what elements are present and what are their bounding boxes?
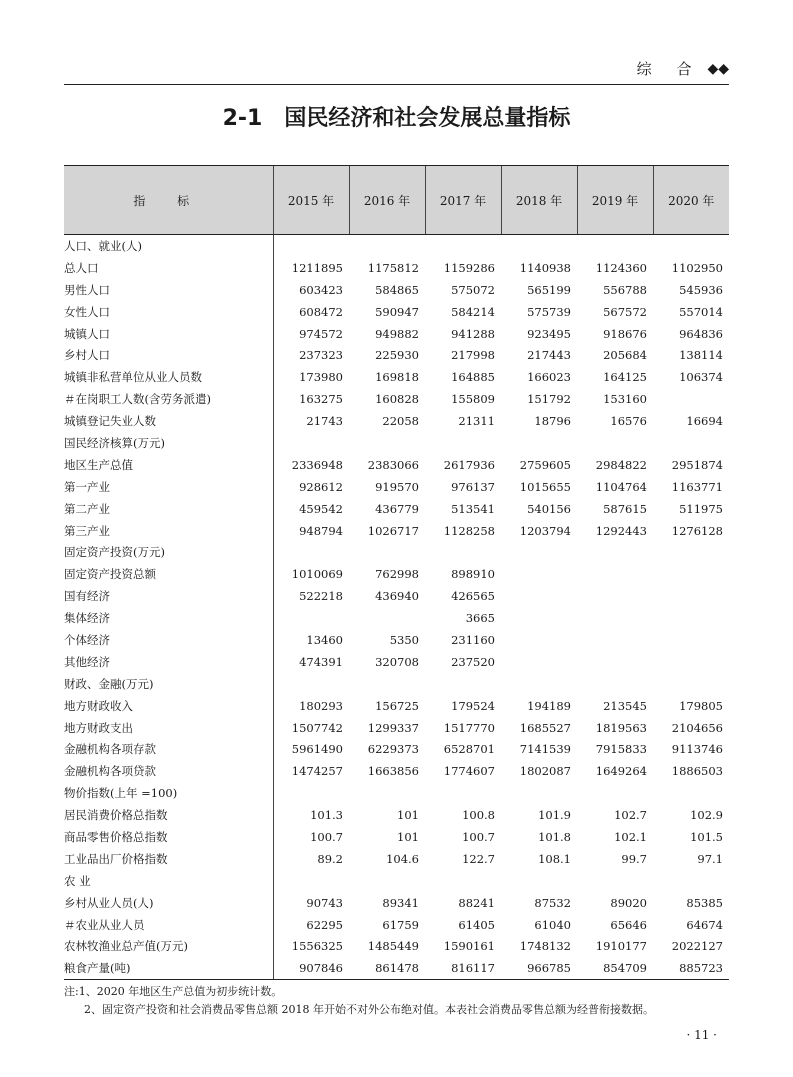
cell-value: 217998	[451, 348, 495, 363]
cell-value: 1910177	[595, 939, 647, 954]
cell-value: 1474257	[273, 760, 349, 782]
cell-value: 106374	[679, 370, 723, 385]
cell-value	[425, 432, 501, 454]
table-row	[64, 520, 729, 542]
cell-value: 928612	[273, 476, 349, 498]
cell-value	[653, 541, 729, 563]
header-divider	[64, 84, 729, 85]
cell-value: 1010069	[273, 563, 349, 585]
table-title: 国民经济和社会发展总量指标	[284, 106, 571, 131]
table-row	[64, 301, 729, 323]
table-row	[64, 651, 729, 673]
cell-value: 225930	[375, 348, 419, 363]
row-label: 城镇登记失业人数	[64, 414, 156, 429]
row-label: 地方财政收入	[64, 698, 133, 713]
cell-value: 22058	[382, 414, 419, 429]
cell-value: 949882	[375, 326, 419, 341]
cell-value	[577, 235, 653, 257]
cell-value	[501, 585, 577, 607]
table-row	[64, 892, 729, 914]
row-label: ＃农业从业人员	[64, 917, 145, 932]
row-label: 城镇非私营单位从业人员数	[64, 370, 202, 385]
table-row	[64, 235, 729, 257]
row-label: 物价指数(上年 =100)	[64, 786, 178, 801]
cell-value: 762998	[375, 567, 419, 582]
cell-value: 194189	[527, 698, 571, 713]
cell-value	[501, 235, 577, 257]
row-label: 财政、金融(万元)	[64, 676, 154, 691]
cell-value	[425, 782, 501, 804]
diamond-icon: ◆◆	[707, 60, 729, 77]
cell-value: 1015655	[519, 479, 571, 494]
cell-value: 885723	[653, 957, 729, 979]
cell-value	[653, 651, 729, 673]
cell-value	[425, 870, 501, 892]
row-label: 工业品出厂价格指数	[64, 851, 168, 866]
cell-value: 1159286	[443, 260, 495, 275]
cell-value: 217443	[527, 348, 571, 363]
table-row	[64, 870, 729, 892]
cell-value: 101.9	[538, 808, 571, 823]
cell-value: 918676	[603, 326, 647, 341]
cell-value: 100.8	[462, 808, 495, 823]
footnote-1: 注:1、2020 年地区生产总值为初步统计数。	[64, 985, 283, 998]
cell-value: 6528701	[443, 742, 495, 757]
row-label: 地区生产总值	[64, 457, 133, 472]
cell-value	[577, 585, 653, 607]
column-header-year: 2015 年	[273, 166, 349, 235]
table-row	[64, 717, 729, 739]
table-row	[64, 673, 729, 695]
cell-value: 854709	[577, 957, 653, 979]
table-row	[64, 454, 729, 476]
cell-value: 64674	[686, 917, 723, 932]
cell-value	[273, 673, 349, 695]
cell-value: 545936	[679, 282, 723, 297]
row-label: 国民经济核算(万元)	[64, 435, 165, 450]
table-row	[64, 476, 729, 498]
cell-value: 155809	[451, 392, 495, 407]
row-label: 地方财政支出	[64, 720, 133, 735]
row-label: 第一产业	[64, 479, 110, 494]
cell-value	[349, 432, 425, 454]
cell-value: 205684	[603, 348, 647, 363]
cell-value: 2951874	[671, 457, 723, 472]
table-row	[64, 760, 729, 782]
cell-value: 5961490	[273, 738, 349, 760]
cell-value: 898910	[451, 567, 495, 582]
cell-value: 237323	[273, 344, 349, 366]
cell-value: 101.3	[273, 804, 349, 826]
cell-value: 1886503	[671, 764, 723, 779]
cell-value: 1802087	[519, 764, 571, 779]
cell-value: 61759	[382, 917, 419, 932]
cell-value: 2383066	[367, 457, 419, 472]
cell-value	[577, 651, 653, 673]
cell-value	[273, 235, 349, 257]
section-header	[637, 58, 729, 79]
cell-value	[501, 651, 577, 673]
column-header-year: 2017 年	[425, 166, 501, 235]
cell-value	[349, 541, 425, 563]
cell-value: 89341	[382, 895, 419, 910]
cell-value: 426565	[451, 589, 495, 604]
cell-value: 138114	[679, 348, 723, 363]
column-header-indicator: 指 标	[64, 166, 273, 235]
cell-value: 584214	[451, 304, 495, 319]
cell-value: 436779	[375, 501, 419, 516]
cell-value: 919570	[375, 479, 419, 494]
table-row	[64, 607, 729, 629]
cell-value: 3665	[465, 611, 495, 626]
table-row	[64, 279, 729, 301]
table-row	[64, 936, 729, 958]
cell-value	[653, 388, 729, 410]
cell-value: 102.7	[614, 808, 647, 823]
cell-value: 164885	[451, 370, 495, 385]
cell-value	[349, 782, 425, 804]
cell-value: 459542	[273, 498, 349, 520]
cell-value	[653, 782, 729, 804]
row-label: 其他经济	[64, 654, 110, 669]
row-label: 农 业	[64, 873, 91, 888]
cell-value: 7141539	[519, 742, 571, 757]
cell-value: 101.8	[538, 829, 571, 844]
cell-value: 1649264	[595, 764, 647, 779]
cell-value: 966785	[501, 957, 577, 979]
row-label: 乡村人口	[64, 348, 110, 363]
cell-value	[653, 870, 729, 892]
page-number: · 11 ·	[686, 1028, 717, 1042]
cell-value	[653, 563, 729, 585]
cell-value: 584865	[375, 282, 419, 297]
cell-value	[273, 870, 349, 892]
row-label: 农林牧渔业总产值(万元)	[64, 939, 188, 954]
column-header-year: 2018 年	[501, 166, 577, 235]
cell-value: 1292443	[595, 523, 647, 538]
table-row	[64, 563, 729, 585]
table-row	[64, 410, 729, 432]
cell-value: 169818	[375, 370, 419, 385]
cell-value	[653, 607, 729, 629]
row-label: 固定资产投资(万元)	[64, 545, 165, 560]
cell-value: 948794	[273, 520, 349, 542]
cell-value: 1276128	[671, 523, 723, 538]
cell-value	[653, 673, 729, 695]
cell-value: 21743	[273, 410, 349, 432]
cell-value	[501, 782, 577, 804]
cell-value	[349, 870, 425, 892]
cell-value: 6229373	[367, 742, 419, 757]
row-label: 粮食产量(吨)	[64, 957, 273, 979]
cell-value	[577, 563, 653, 585]
cell-value: 861478	[349, 957, 425, 979]
cell-value: 18796	[534, 414, 571, 429]
table-row	[64, 629, 729, 651]
footnote-2: 2、固定资产投资和社会消费品零售总额 2018 年开始不对外公布绝对值。本表社会消费品零售总额为经普衔接数据。	[84, 1003, 654, 1016]
cell-value: 1774607	[443, 764, 495, 779]
table-header-row	[64, 166, 729, 235]
cell-value: 108.1	[538, 851, 571, 866]
table-row	[64, 366, 729, 388]
cell-value	[273, 541, 349, 563]
cell-value: 1507742	[273, 717, 349, 739]
cell-value	[501, 629, 577, 651]
cell-value: 1163771	[671, 479, 723, 494]
cell-value: 16694	[686, 414, 723, 429]
cell-value	[653, 629, 729, 651]
cell-value	[349, 673, 425, 695]
row-label: 男性人口	[64, 282, 110, 297]
cell-value: 102.1	[614, 829, 647, 844]
cell-value: 2617936	[443, 457, 495, 472]
cell-value: 590947	[375, 304, 419, 319]
cell-value	[577, 673, 653, 695]
cell-value	[577, 782, 653, 804]
cell-value: 436940	[375, 589, 419, 604]
cell-value: 511975	[679, 501, 723, 516]
cell-value: 213545	[603, 698, 647, 713]
cell-value: 907846	[273, 957, 349, 979]
cell-value: 89020	[610, 895, 647, 910]
cell-value: 237520	[451, 654, 495, 669]
cell-value	[425, 673, 501, 695]
row-label: 固定资产投资总额	[64, 567, 156, 582]
cell-value: 88241	[458, 895, 495, 910]
cell-value: 575739	[527, 304, 571, 319]
cell-value: 62295	[273, 914, 349, 936]
cell-value: 513541	[451, 501, 495, 516]
cell-value: 1203794	[519, 523, 571, 538]
row-label: 商品零售价格总指数	[64, 829, 168, 844]
cell-value	[577, 629, 653, 651]
table-row	[64, 914, 729, 936]
cell-value: 5350	[389, 632, 419, 647]
cell-value: 179524	[451, 698, 495, 713]
cell-value	[501, 673, 577, 695]
cell-value: 1556325	[273, 936, 349, 958]
cell-value: 567572	[603, 304, 647, 319]
row-label: 第三产业	[64, 523, 110, 538]
cell-value	[273, 782, 349, 804]
cell-value: 89.2	[273, 848, 349, 870]
cell-value: 160828	[375, 392, 419, 407]
cell-value: 575072	[451, 282, 495, 297]
cell-value: 99.7	[621, 851, 647, 866]
table-row	[64, 695, 729, 717]
cell-value: 13460	[273, 629, 349, 651]
cell-value: 61040	[534, 917, 571, 932]
row-label: 总人口	[64, 260, 99, 275]
cell-value: 941288	[451, 326, 495, 341]
column-header-year: 2016 年	[349, 166, 425, 235]
cell-value: 101	[397, 808, 419, 823]
cell-value: 976137	[451, 479, 495, 494]
column-header-year: 2020 年	[653, 166, 729, 235]
cell-value: 587615	[603, 501, 647, 516]
table-row	[64, 804, 729, 826]
cell-value	[577, 870, 653, 892]
row-label: 女性人口	[64, 304, 110, 319]
cell-value: 100.7	[462, 829, 495, 844]
cell-value	[501, 563, 577, 585]
cell-value	[425, 235, 501, 257]
cell-value: 173980	[273, 366, 349, 388]
row-label: 个体经济	[64, 632, 110, 647]
cell-value	[653, 585, 729, 607]
cell-value: 85385	[686, 895, 723, 910]
indicator-table	[64, 165, 729, 980]
table-row	[64, 957, 729, 979]
cell-value: 1140938	[519, 260, 571, 275]
cell-value	[501, 607, 577, 629]
cell-value: 557014	[679, 304, 723, 319]
cell-value: 816117	[425, 957, 501, 979]
cell-value	[577, 432, 653, 454]
cell-value: 1104764	[595, 479, 647, 494]
cell-value: 540156	[527, 501, 571, 516]
table-row	[64, 432, 729, 454]
cell-value	[349, 607, 425, 629]
table-row	[64, 848, 729, 870]
cell-value: 61405	[458, 917, 495, 932]
cell-value: 2759605	[519, 457, 571, 472]
cell-value: 90743	[273, 892, 349, 914]
cell-value: 2104656	[671, 720, 723, 735]
cell-value: 163275	[273, 388, 349, 410]
cell-value	[273, 432, 349, 454]
cell-value	[349, 235, 425, 257]
cell-value: 1590161	[443, 939, 495, 954]
cell-value: 16576	[610, 414, 647, 429]
cell-value: 1299337	[367, 720, 419, 735]
cell-value: 164125	[603, 370, 647, 385]
cell-value	[653, 432, 729, 454]
table-row	[64, 826, 729, 848]
table-body	[64, 235, 729, 980]
cell-value: 7915833	[595, 742, 647, 757]
table-row	[64, 257, 729, 279]
cell-value	[501, 432, 577, 454]
row-label: 集体经济	[64, 611, 110, 626]
cell-value: 65646	[610, 917, 647, 932]
table-row	[64, 585, 729, 607]
cell-value: 153160	[603, 392, 647, 407]
cell-value: 1175812	[367, 260, 419, 275]
table-row	[64, 541, 729, 563]
cell-value	[501, 541, 577, 563]
cell-value: 1102950	[671, 260, 723, 275]
row-label: ＃在岗职工人数(含劳务派遣)	[64, 392, 211, 407]
cell-value: 608472	[273, 301, 349, 323]
cell-value: 151792	[527, 392, 571, 407]
cell-value: 9113746	[671, 742, 723, 757]
cell-value: 101	[397, 829, 419, 844]
cell-value: 974572	[273, 323, 349, 345]
cell-value: 2336948	[273, 454, 349, 476]
row-label: 人口、就业(人)	[64, 238, 142, 253]
cell-value: 1819563	[595, 720, 647, 735]
row-label: 乡村从业人员(人)	[64, 895, 154, 910]
table-row	[64, 498, 729, 520]
table-row	[64, 738, 729, 760]
cell-value: 179805	[679, 698, 723, 713]
cell-value: 1026717	[367, 523, 419, 538]
cell-value: 2022127	[671, 939, 723, 954]
table-row	[64, 323, 729, 345]
cell-value	[273, 607, 349, 629]
cell-value: 1748132	[519, 939, 571, 954]
cell-value: 522218	[273, 585, 349, 607]
cell-value: 21311	[458, 414, 495, 429]
cell-value: 1485449	[367, 939, 419, 954]
cell-value: 1124360	[595, 260, 647, 275]
table-number: 2-1	[222, 106, 263, 131]
cell-value: 101.5	[690, 829, 723, 844]
cell-value: 1663856	[367, 764, 419, 779]
column-header-year: 2019 年	[577, 166, 653, 235]
cell-value: 166023	[527, 370, 571, 385]
cell-value: 156725	[375, 698, 419, 713]
cell-value: 2984822	[595, 457, 647, 472]
cell-value: 474391	[273, 651, 349, 673]
cell-value: 1128258	[443, 523, 495, 538]
cell-value: 102.9	[690, 808, 723, 823]
cell-value: 923495	[527, 326, 571, 341]
row-label: 城镇人口	[64, 326, 110, 341]
row-label: 金融机构各项贷款	[64, 764, 156, 779]
cell-value: 1685527	[519, 720, 571, 735]
row-label: 金融机构各项存款	[64, 742, 156, 757]
section-label: 综 合	[636, 60, 702, 78]
cell-value: 964836	[679, 326, 723, 341]
page-title	[0, 101, 793, 132]
cell-value: 104.6	[386, 851, 419, 866]
table-row	[64, 388, 729, 410]
row-label: 国有经济	[64, 589, 110, 604]
cell-value: 231160	[451, 632, 495, 647]
row-label: 居民消费价格总指数	[64, 808, 168, 823]
footnotes	[64, 983, 744, 1019]
cell-value	[577, 541, 653, 563]
cell-value: 97.1	[697, 851, 723, 866]
row-label: 第二产业	[64, 501, 110, 516]
cell-value	[501, 870, 577, 892]
cell-value: 565199	[527, 282, 571, 297]
table-row	[64, 782, 729, 804]
cell-value	[653, 235, 729, 257]
cell-value	[425, 541, 501, 563]
cell-value: 100.7	[273, 826, 349, 848]
cell-value: 320708	[375, 654, 419, 669]
cell-value: 1517770	[443, 720, 495, 735]
table-row	[64, 344, 729, 366]
cell-value: 556788	[603, 282, 647, 297]
cell-value: 122.7	[462, 851, 495, 866]
cell-value: 87532	[534, 895, 571, 910]
cell-value	[577, 607, 653, 629]
cell-value: 1211895	[273, 257, 349, 279]
cell-value: 603423	[273, 279, 349, 301]
cell-value: 180293	[273, 695, 349, 717]
